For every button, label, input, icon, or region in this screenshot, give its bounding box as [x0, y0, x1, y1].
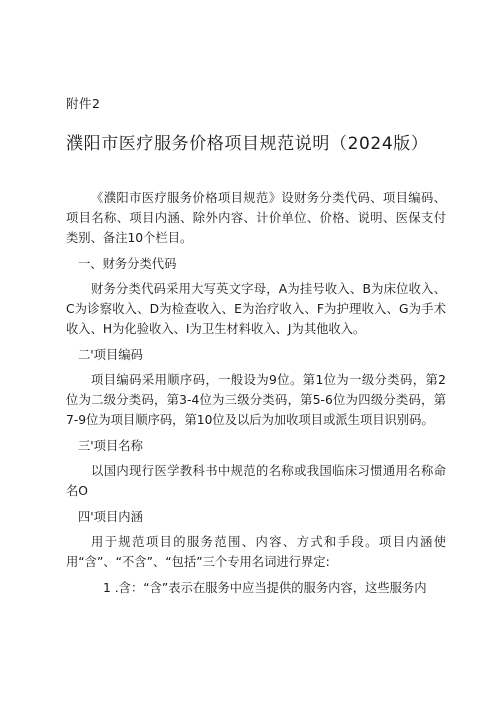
section-heading-item-name: 三'项目名称	[78, 439, 143, 453]
intro-paragraph: 《濮阳市医疗服务价格项目规范》设财务分类代码、项目编码、项目名称、项目内涵、除外内容、计价单位、价格、说明、医保支付类别、备注10个栏目。	[66, 191, 446, 245]
section-heading-item-code: 二'项目编码	[78, 348, 143, 362]
item-code-paragraph: 项目编码采用顺序码，一般设为9位。第1位为一级分类码，第2位为二级分类码，第3-4位为三级分类码，第5-6位为四级分类码，第7-9位为项目顺序码，第10位及以后为加收项目或派生项目识别码。	[66, 373, 446, 427]
finance-code-paragraph: 财务分类代码采用大写英文字母，A为挂号收入、B为床位收入、C为诊察收入、D为检查收入、E为治疗收入、F为护理收入、G为手术收入、H为化验收入、I为卫生材料收入、J为其他收入。	[66, 282, 446, 336]
section-heading-finance-code: 一、财务分类代码	[78, 257, 177, 271]
item-content-paragraph: 用于规范项目的服务范围、内容、方式和手段。项目内涵使用“含”、“不含”、“包括”三个专用名词进行界定:	[66, 535, 446, 569]
page-title: 濮阳市医疗服务价格项目规范说明（2024版）	[66, 134, 429, 154]
attachment-label: 附件2	[66, 96, 101, 111]
item-name-paragraph: 以国内现行医学教科书中规范的名称或我国临床习惯通用名称命名O	[66, 464, 446, 498]
item-content-rule-1: 1 .含：“含”表示在服务中应当提供的服务内容，这些服务内	[103, 581, 427, 595]
document-body	[66, 188, 446, 598]
section-heading-item-content: 四'项目内涵	[78, 510, 143, 524]
